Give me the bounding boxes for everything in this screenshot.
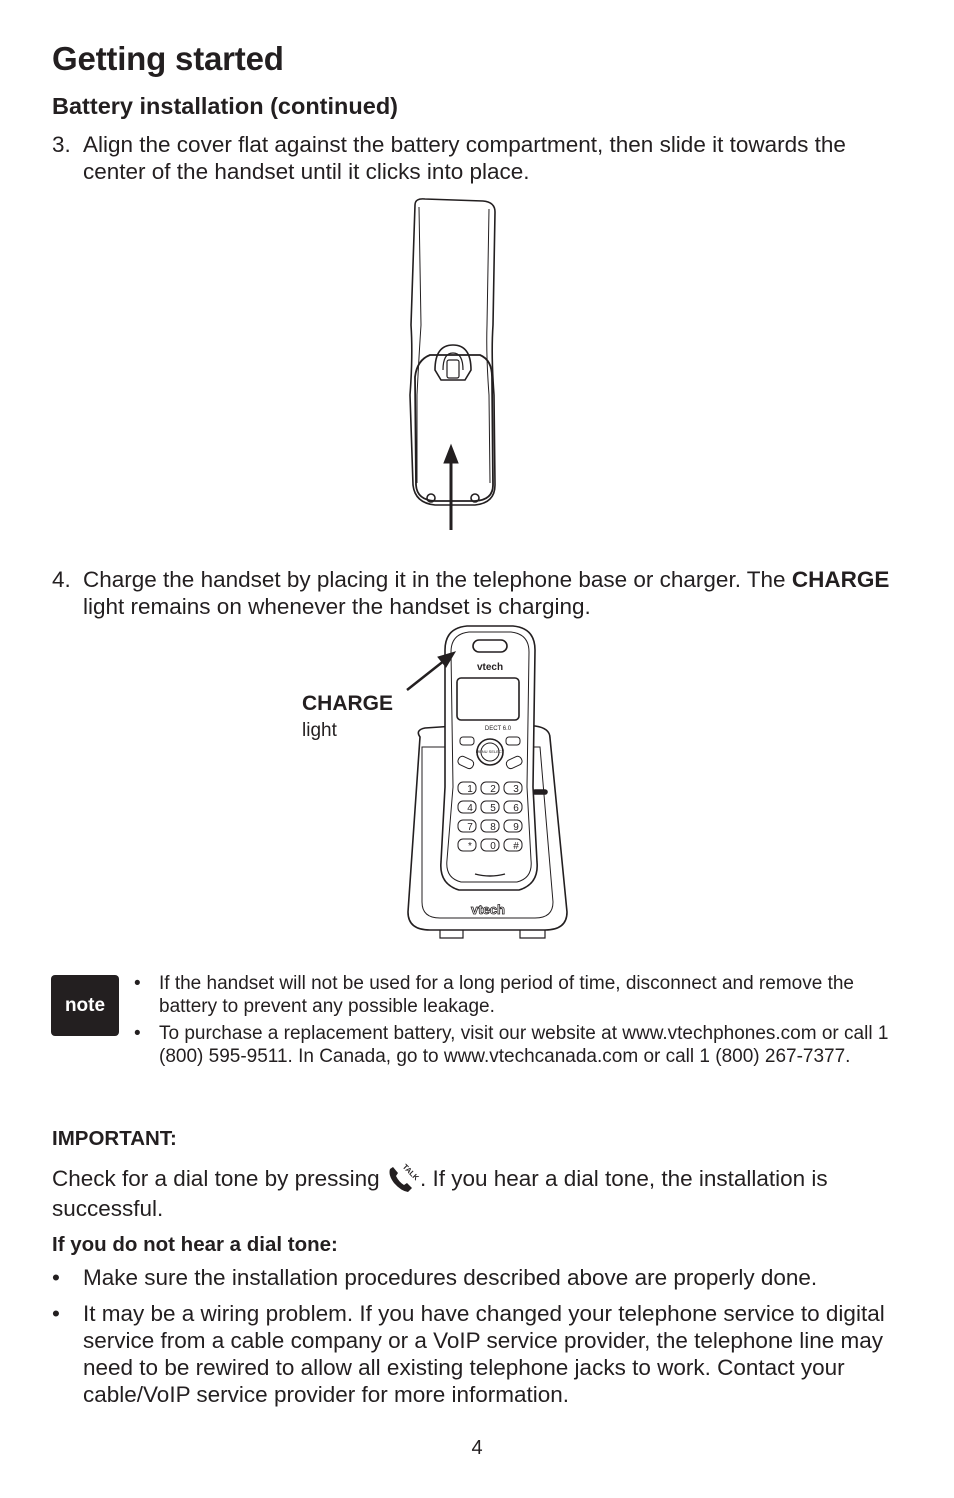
keypad-key-label: * (468, 841, 472, 852)
keypad-key-label: # (513, 841, 519, 852)
bullet: • (52, 1301, 60, 1326)
keypad-key-label: 9 (513, 822, 519, 833)
keypad-key-label: 8 (490, 822, 496, 833)
charge-term: CHARGE (791, 567, 890, 592)
step-text: Align the cover flat against the battery compartment, then slide it towards the center of the handset until it clicks into place. (83, 132, 846, 184)
talk-icon-label: TALK (400, 1162, 421, 1183)
keypad-key-label: 5 (490, 803, 496, 814)
keypad-key-label: 0 (490, 841, 496, 852)
handset-battery-cover-illustration (395, 195, 515, 537)
note-badge: note (51, 975, 119, 1036)
keypad-key-label: 6 (513, 803, 519, 814)
base-brand-logo: vtech (471, 902, 505, 917)
cover-latch (435, 345, 471, 380)
keypad-key-label: 2 (490, 784, 496, 795)
page-title: Getting started (52, 40, 284, 77)
note-list (134, 972, 894, 1072)
important-text: Check for a dial tone by pressing TALK . If you hear a dial tone, the installation is successful. (52, 1162, 828, 1221)
step-number: 4. (52, 567, 71, 592)
charge-callout-label: CHARGE (302, 692, 394, 715)
menu-select-key: MENU SELECT (475, 749, 505, 754)
no-tone-heading: If you do not hear a dial tone: (52, 1233, 338, 1256)
important-heading: IMPORTANT: (52, 1127, 177, 1150)
bullet: • (134, 973, 141, 994)
handset-in-charger-illustration (295, 622, 595, 944)
step-number: 3. (52, 132, 71, 157)
keypad-key-label: 3 (513, 784, 519, 795)
battery-cover (415, 355, 493, 501)
list-item: • Make sure the installation procedures described above are properly done. (52, 1265, 818, 1290)
page-number: 4 (471, 1437, 483, 1459)
section-heading: Battery installation (continued) (52, 93, 398, 119)
list-item: • It may be a wiring problem. If you have changed your telephone service to digital service from a cable company or a VoIP service provider, the telephone line may need to be rewired to allow all existing telephone jacks to work. Contact your cable/VoIP service provider for more information. (52, 1301, 885, 1407)
step-4 (52, 566, 912, 620)
keypad-key-label: 4 (467, 803, 473, 814)
talk-icon (386, 1161, 420, 1195)
no-tone-list (52, 1264, 914, 1417)
note-item: • If the handset will not be used for a long period of time, disconnect and remove the battery to prevent any possible leakage. (134, 973, 854, 1017)
bullet: • (52, 1265, 60, 1290)
charge-callout-sublabel: light (302, 720, 337, 741)
dect-label: DECT 6.0 (484, 726, 512, 732)
step-3 (52, 131, 912, 185)
keypad-key-label: 7 (467, 822, 473, 833)
handset-inner-edge (417, 207, 421, 483)
step-text: Charge the handset by placing it in the telephone base or charger. The CHARGE light remains on whenever the handset is charging. (83, 567, 890, 619)
base-led (533, 790, 547, 794)
slide-arrow (444, 445, 458, 530)
bullet: • (134, 1023, 141, 1044)
note-item: • To purchase a replacement battery, visit our website at www.vtechphones.com or call 1 (800) 595-9511. In Canada, go to www.vtechcanada.com or call 1 (800) 267-7377. (134, 1023, 889, 1067)
handset-brand-logo: vtech (476, 662, 504, 673)
keypad-key-label: 1 (467, 784, 473, 795)
